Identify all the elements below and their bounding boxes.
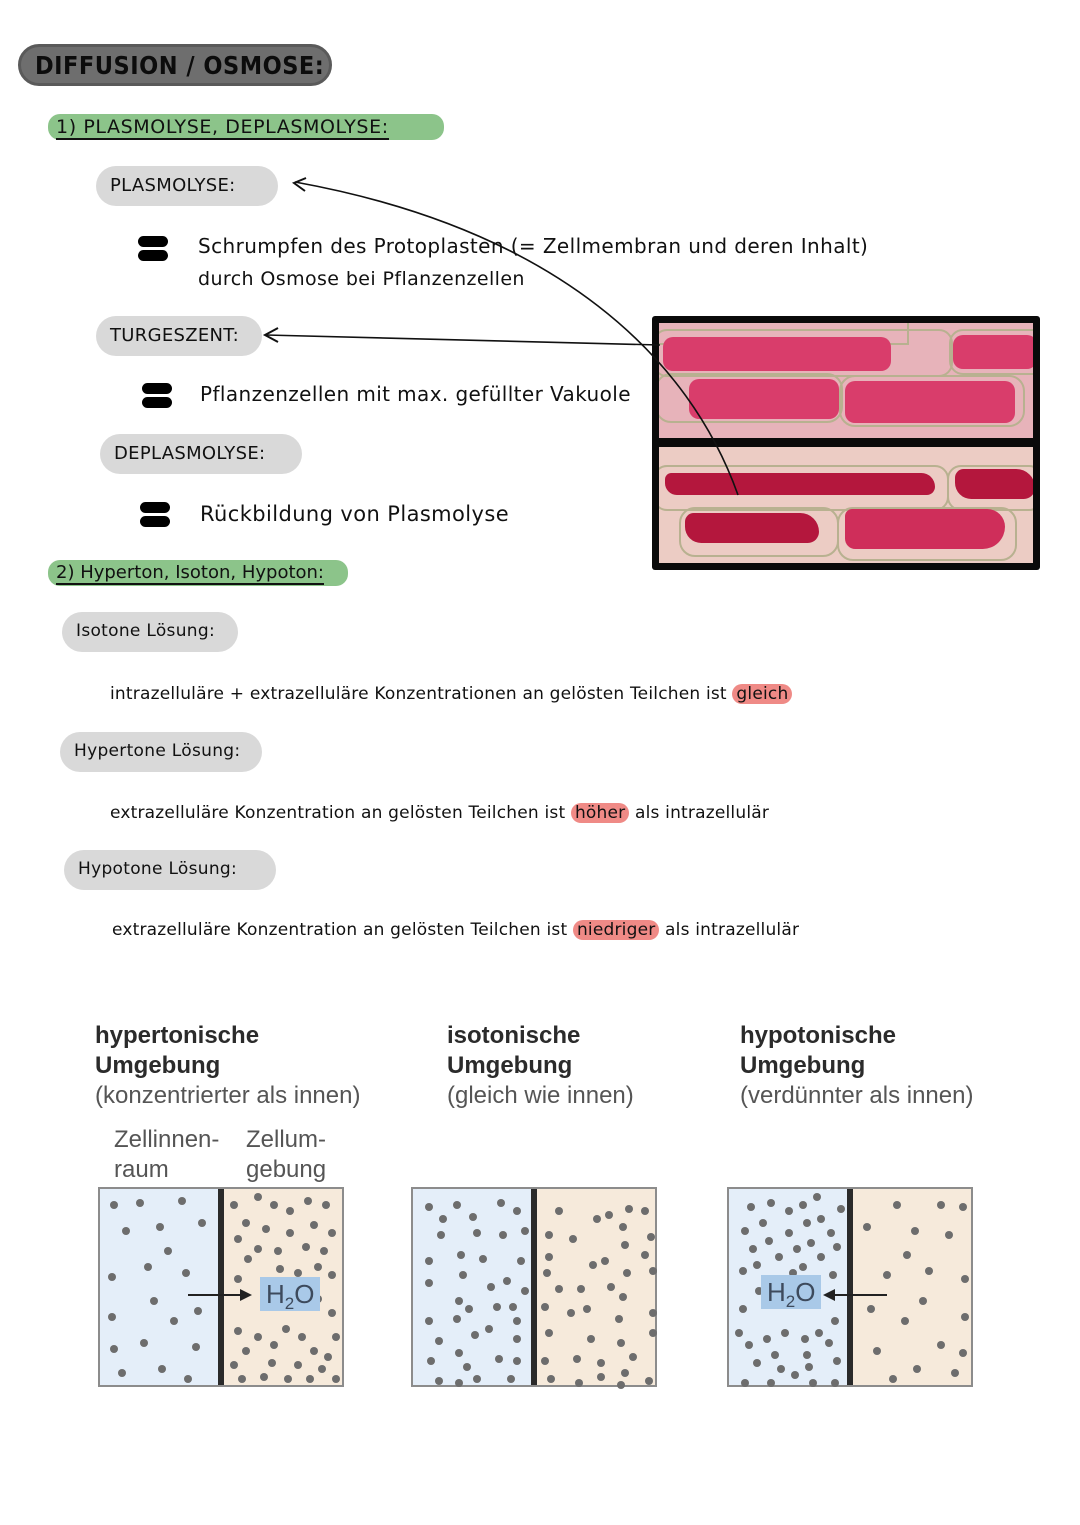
diagram-title-hypotonic	[740, 1021, 973, 1111]
page-title: DIFFUSION / OSMOSE:	[18, 44, 332, 86]
cell-interior	[413, 1189, 531, 1385]
section-heading-tonicity	[48, 560, 348, 586]
term-label-deplasmolyse: DEPLASMOLYSE:	[100, 434, 302, 474]
subtitle: (konzentrierter als innen)	[95, 1082, 361, 1109]
highlight-gleich: gleich	[732, 684, 792, 704]
term-label-hypotone: Hypotone Lösung:	[64, 850, 276, 890]
section-heading-text: 2) Hyperton, Isoton, Hypoton:	[56, 562, 324, 583]
definition-text: extrazelluläre Konzentration an gelösten Teilchen ist	[112, 920, 568, 940]
subtitle: (verdünnter als innen)	[740, 1082, 974, 1109]
water-label: $H_2O$	[761, 1275, 821, 1309]
definition-turgeszent: Pflanzenzellen mit max. gefüllter Vakuole	[200, 382, 631, 406]
section-heading-plasmolyse	[48, 114, 444, 140]
definition-text-after: als intrazellulär	[665, 920, 800, 940]
water-label: $H_2O$	[260, 1277, 320, 1311]
diagram-title-hypertonic	[95, 1021, 360, 1111]
bullet-icon	[142, 383, 172, 409]
definition-text: extrazelluläre Konzentration an gelösten Teilchen ist	[110, 803, 566, 823]
diagram-title-isotonic	[447, 1021, 634, 1111]
term-label-plasmolyse: PLASMOLYSE:	[96, 166, 278, 206]
diagram-box-hypertonic	[98, 1187, 344, 1387]
diagram-box-hypotonic	[727, 1187, 973, 1387]
highlight-niedriger: niedriger	[573, 920, 660, 940]
title-line1: isotonische	[447, 1022, 581, 1049]
title-line2: Umgebung	[447, 1052, 573, 1079]
label-line: Zellinnen-	[114, 1126, 220, 1153]
cell-environment	[537, 1189, 655, 1385]
label-line: gebung	[246, 1156, 327, 1183]
micrograph-plasmolysed-panel	[659, 447, 1033, 563]
highlight-hoeher: höher	[571, 803, 629, 823]
bullet-icon	[138, 236, 168, 262]
arrow-left-icon	[819, 1285, 889, 1305]
definition-text: intrazelluläre + extrazelluläre Konzentrationen an gelösten Teilchen ist	[110, 684, 727, 704]
definition-plasmolyse-line2: durch Osmose bei Pflanzenzellen	[198, 268, 525, 290]
subtitle: (gleich wie innen)	[447, 1082, 634, 1109]
definition-text-after: als intrazellulär	[634, 803, 770, 823]
micrograph-turgescent-panel	[659, 323, 1033, 438]
label-line: raum	[114, 1156, 169, 1183]
definition-hypotone	[112, 920, 799, 940]
title-line1: hypotonische	[740, 1022, 897, 1049]
term-label-turgeszent: TURGESZENT:	[96, 316, 262, 356]
label-outside	[246, 1125, 326, 1185]
micrograph-image	[652, 316, 1040, 570]
definition-deplasmolyse: Rückbildung von Plasmolyse	[200, 502, 510, 526]
definition-plasmolyse-line1: Schrumpfen des Protoplasten (= Zellmembran und deren Inhalt)	[198, 234, 869, 258]
title-line2: Umgebung	[95, 1052, 221, 1079]
bullet-icon	[140, 502, 170, 528]
section-heading-text: 1) PLASMOLYSE, DEPLASMOLYSE:	[56, 116, 389, 138]
definition-isotone	[110, 684, 792, 704]
label-line: Zellum-	[246, 1126, 327, 1153]
title-line1: hypertonische	[95, 1022, 260, 1049]
label-inside	[114, 1125, 219, 1185]
diagram-box-isotonic	[411, 1187, 657, 1387]
title-line2: Umgebung	[740, 1052, 866, 1079]
arrow-right-icon	[188, 1285, 258, 1305]
definition-hypertone	[110, 803, 769, 823]
term-label-hypertone: Hypertone Lösung:	[60, 732, 262, 772]
term-label-isotone: Isotone Lösung:	[62, 612, 238, 652]
